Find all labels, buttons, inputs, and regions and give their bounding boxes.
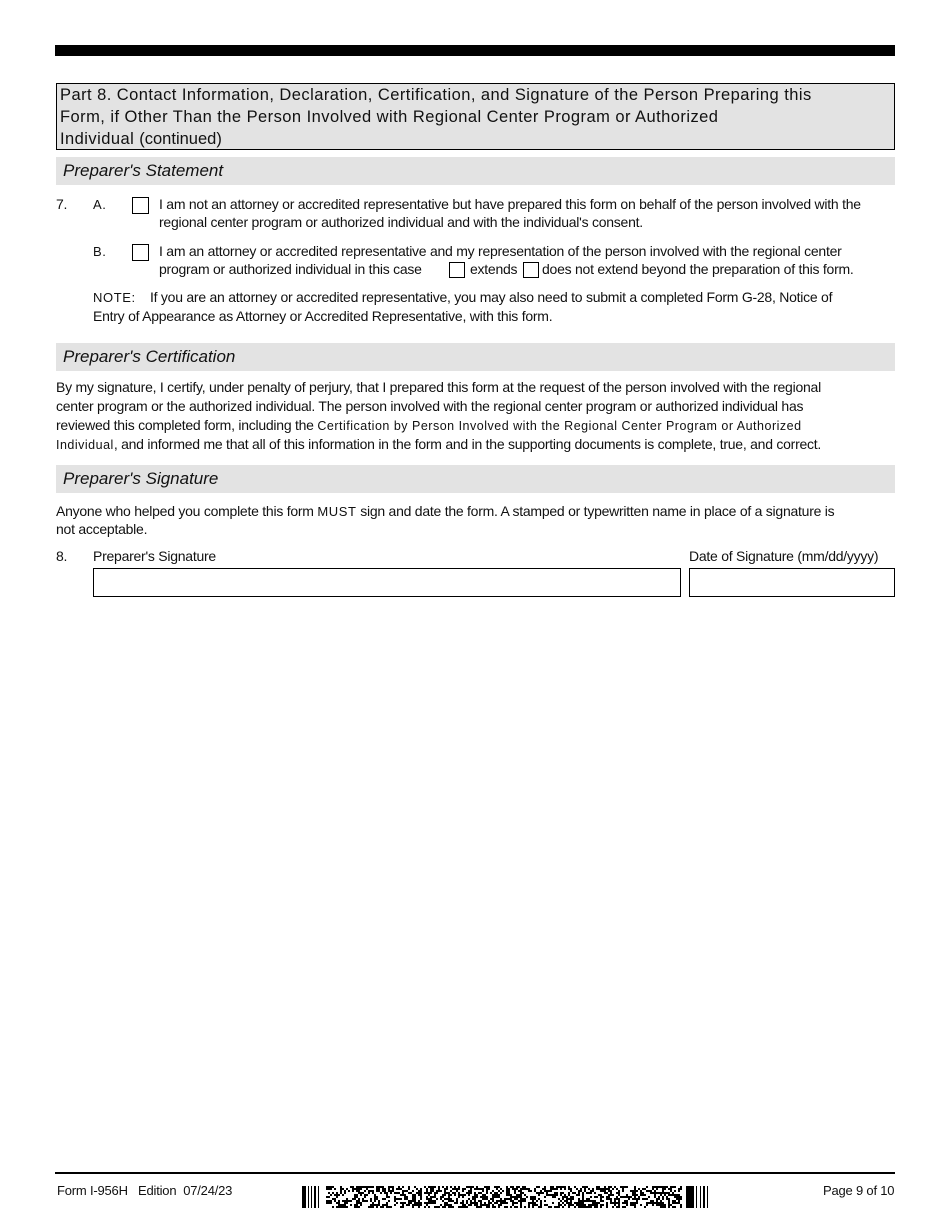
certification-line-3-caps: Certification by Person Involved with the Regional Center Program or Authorized — [317, 419, 802, 433]
barcode-icon — [302, 1186, 712, 1208]
certification-line-2: center program or the authorized individual. The person involved with the regional center program or authorized individual has — [56, 398, 804, 414]
signature-instruction-end: sign and date the form. A stamped or typewritten name in place of a signature is — [360, 503, 835, 519]
top-rule — [55, 45, 895, 56]
item-8-number: 8. — [56, 548, 68, 564]
date-of-signature-field[interactable] — [689, 568, 895, 597]
footer-edition-date: 07/24/23 — [183, 1183, 233, 1198]
part-8-title-line-1: Part 8. Contact Information, Declaration, Certification, and Signature of the Person Preparing this — [60, 86, 812, 104]
footer-page-number: Page 9 of 10 — [823, 1183, 895, 1198]
signature-instruction-line-2: not acceptable. — [56, 521, 148, 537]
item-7a-checkbox[interactable] — [132, 197, 149, 214]
item-7-number: 7. — [56, 196, 68, 212]
extends-checkbox[interactable] — [449, 262, 465, 278]
preparer-signature-field[interactable] — [93, 568, 681, 597]
certification-line-4-end: , and informed me that all of this information in the form and in the supporting documents is complete, true, and correct. — [113, 436, 822, 452]
part-8-title-line-3 — [60, 128, 890, 150]
part-8-title-line-3-text: Individual — [60, 130, 135, 148]
preparer-signature-label: Preparer's Signature — [93, 548, 216, 564]
section-preparers-signature: Preparer's Signature — [56, 465, 895, 493]
section-preparers-certification: Preparer's Certification — [56, 343, 895, 371]
does-not-extend-checkbox[interactable] — [523, 262, 539, 278]
note-text-line-1: If you are an attorney or accredited representative, you may also need to submit a completed Form G-28, Notice of — [150, 289, 833, 305]
certification-line-1: By my signature, I certify, under penalty of perjury, that I prepared this form at the request of the person involved with the regional — [56, 379, 821, 395]
certification-line-3 — [56, 416, 802, 436]
item-7b-text-line-1: I am an attorney or accredited representative and my representation of the person involved with the regional center — [159, 243, 842, 259]
footer-form-name: Form I-956H — [57, 1183, 128, 1198]
item-7b-checkbox[interactable] — [132, 244, 149, 261]
footer-form-info — [57, 1183, 232, 1199]
bottom-rule — [55, 1172, 895, 1174]
item-7b-letter: B. — [93, 244, 107, 259]
note-text-line-2: Entry of Appearance as Attorney or Accredited Representative, with this form. — [93, 308, 553, 324]
item-7a-letter: A. — [93, 197, 107, 212]
item-7b-text-line-2: program or authorized individual in this case — [159, 261, 422, 277]
signature-instruction-start: Anyone who helped you complete this form — [56, 503, 314, 519]
section-preparers-statement: Preparer's Statement — [56, 157, 895, 185]
item-7a-text-line-1: I am not an attorney or accredited representative but have prepared this form on behalf of the person involved with the — [159, 196, 861, 212]
certification-line-4-caps: Individual — [56, 438, 114, 452]
certification-line-4 — [56, 435, 821, 455]
certification-line-3-start: reviewed this completed form, including the — [56, 417, 314, 433]
part-8-title-line-2: Form, if Other Than the Person Involved with Regional Center Program or Authorized — [60, 108, 719, 126]
signature-instruction-line-1 — [56, 502, 834, 521]
signature-instruction-must: MUST — [317, 504, 357, 519]
footer-edition-label: Edition — [138, 1183, 177, 1198]
date-of-signature-label: Date of Signature (mm/dd/yyyy) — [689, 548, 879, 564]
note-label: NOTE: — [93, 290, 136, 305]
item-7a-text-line-2: regional center program or authorized individual and with the individual's consent. — [159, 214, 643, 230]
does-not-extend-label: does not extend beyond the preparation of this form. — [542, 261, 854, 277]
part-8-header — [56, 83, 895, 150]
part-8-continued: (continued) — [139, 130, 222, 148]
extends-label: extends — [470, 261, 518, 277]
